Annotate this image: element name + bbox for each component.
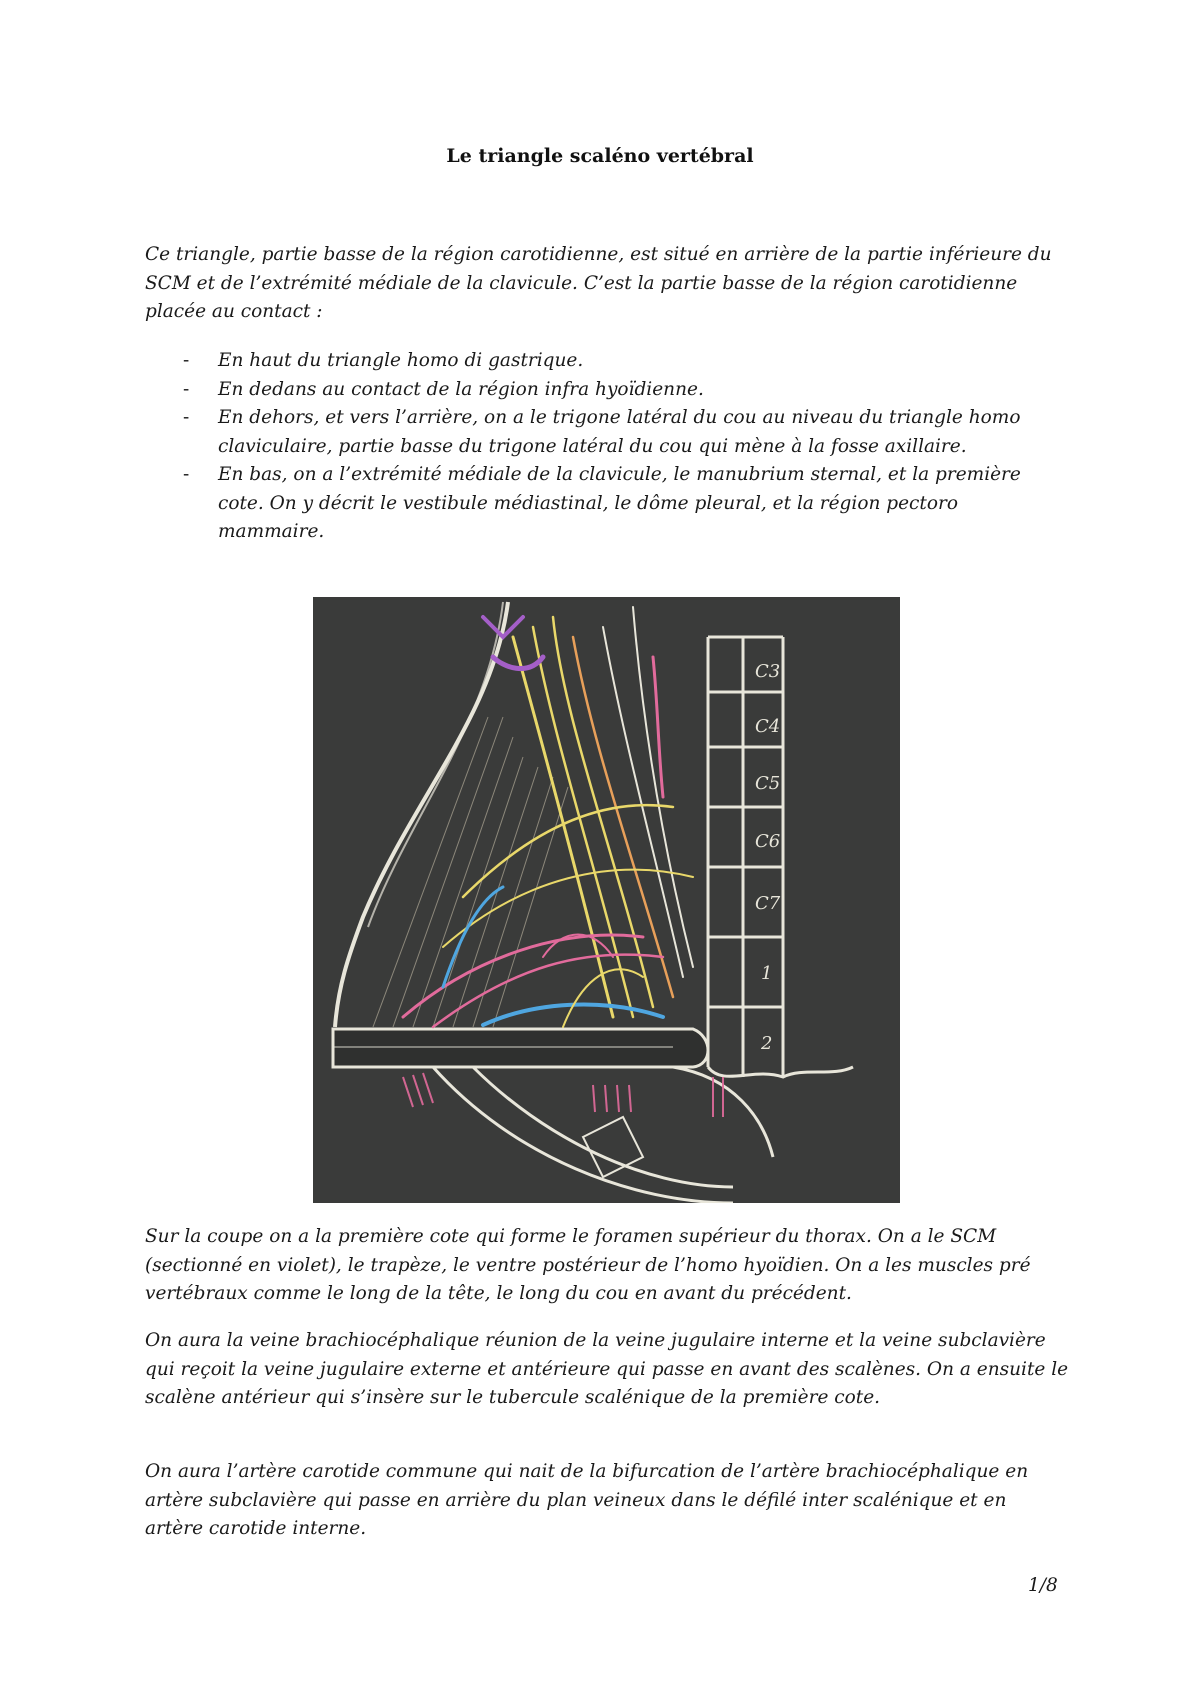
chalkboard-drawing (313, 597, 900, 1203)
list-item (145, 347, 1070, 376)
vertebra-label: C4 (755, 716, 781, 737)
list-item-text: En dehors, et vers l’arrière, on a le trigone latéral du cou au niveau du triangle homo claviculaire, partie basse du trigone latéral du cou qui mène à la fosse axillaire. (218, 407, 1021, 457)
page-number: 1/8 (1028, 1575, 1058, 1596)
body-paragraph: On aura la veine brachiocéphalique réunion de la veine jugulaire interne et la veine subclavière qui reçoit la veine jugulaire externe et antérieure qui passe en avant des scalènes. On a ensuite le scalène antérieur qui s’insère sur le tubercule scalénique de la première cote. (145, 1330, 1069, 1408)
clavicle-band (333, 1029, 708, 1067)
chalkboard-anatomy-figure (313, 597, 900, 1203)
vertebra-label: C6 (755, 831, 781, 852)
boundary-list (145, 347, 1070, 547)
list-item-text: En haut du triangle homo di gastrique. (218, 350, 584, 371)
list-marker: - (183, 464, 190, 485)
list-item (145, 461, 1070, 547)
body-paragraph: On aura l’artère carotide commune qui nait de la bifurcation de l’artère brachiocéphalique en artère subclavière qui passe en arrière du plan veineux dans le défilé inter scalénique et en artère carotide interne. (145, 1461, 1029, 1539)
intro-paragraph: Ce triangle, partie basse de la région carotidienne, est situé en arrière de la partie inférieure du SCM et de l’extrémité médiale de la clavicule. C’est la partie basse de la région carotidienne placée au contact : (145, 244, 1052, 322)
vertebra-label: C7 (755, 893, 781, 914)
vertebra-label: C3 (755, 661, 781, 682)
list-item-text: En dedans au contact de la région infra hyoïdienne. (218, 378, 704, 400)
list-item (145, 404, 1070, 461)
vertebra-label: C5 (755, 773, 781, 794)
page-title: Le triangle scaléno vertébral (446, 145, 754, 167)
vertebra-label: 2 (761, 1033, 773, 1054)
list-marker: - (183, 350, 190, 371)
list-item-text: En bas, on a l’extrémité médiale de la clavicule, le manubrium sternal, et la première cote. On y décrit le vestibule médiastinal, le dôme pleural, et la région pectoro mammaire. (218, 464, 1021, 542)
list-marker: - (183, 378, 190, 400)
list-marker: - (183, 407, 190, 428)
vertebra-label: 1 (761, 963, 773, 984)
list-item (145, 376, 1070, 405)
body-paragraph: Sur la coupe on a la première cote qui forme le foramen supérieur du thorax. On a le SCM (sectionné en violet), le trapèze, le ventre postérieur de l’homo hyoïdien. On a les muscles pré vertébraux comme le long de la tête, le long du cou en avant du précédent. (145, 1226, 1031, 1304)
